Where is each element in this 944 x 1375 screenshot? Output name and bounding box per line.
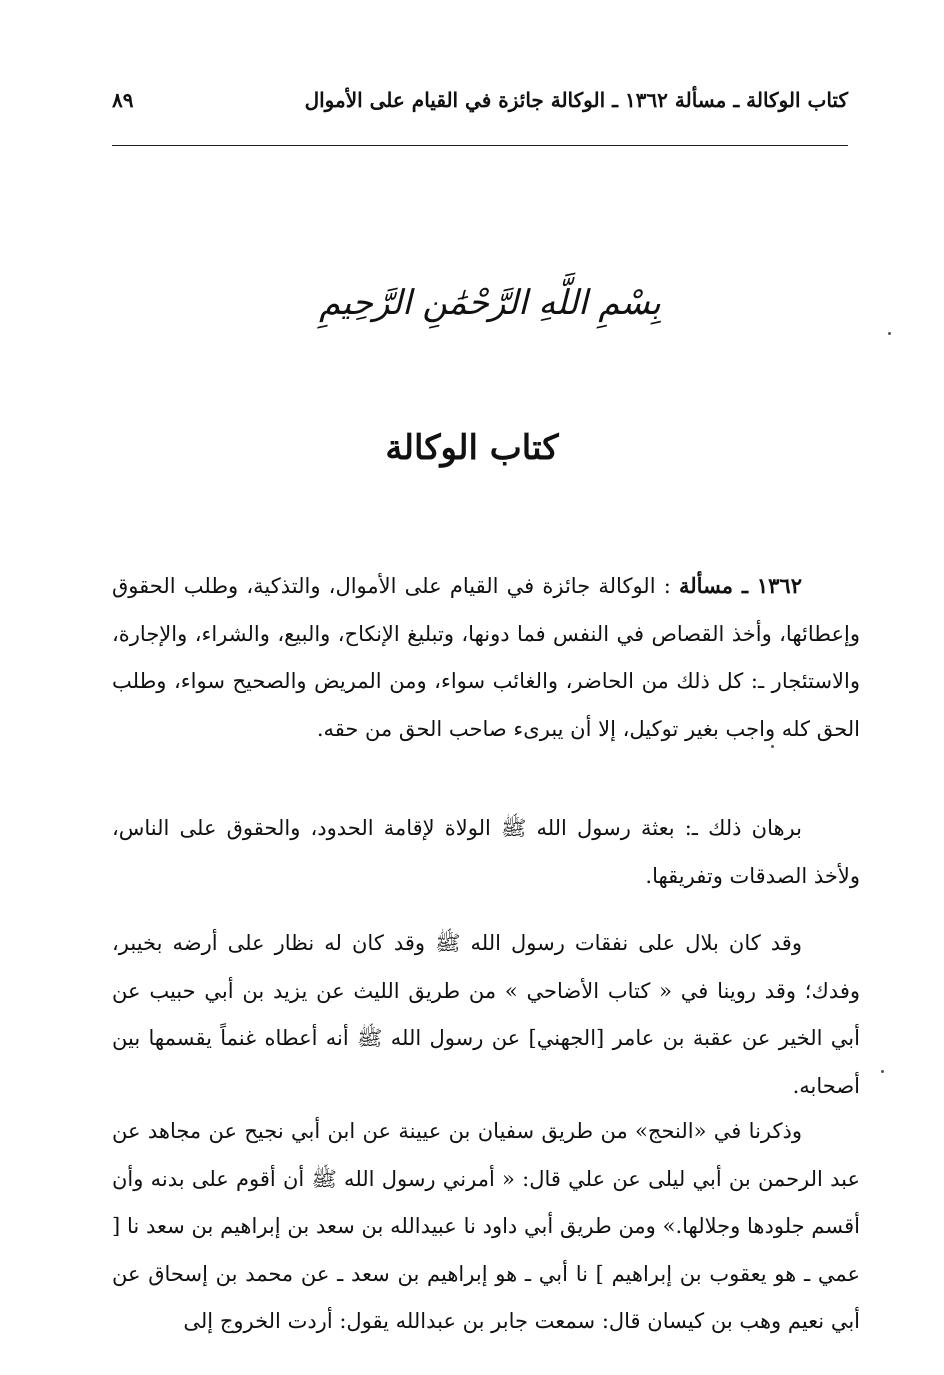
paragraph-hajj bbox=[112, 1108, 860, 1346]
chapter-title: كتاب الوكالة bbox=[385, 428, 559, 468]
running-head bbox=[112, 88, 848, 124]
paragraph-text: وقد كان بلال على نفقات رسول الله ﷺ وقد كان له نظار على أرضه بخيبر، وفدك؛ وقد روينا في « كتاب الأضاحي » من طريق الليث عن يزيد بن أبي حبيب عن أبي الخير عن عقبة بن عامر [الجهني] عن رسول الله ﷺ أنه أعطاه غنماً يقسمها بين أصحابه. bbox=[112, 931, 860, 1098]
paragraph-bilal bbox=[112, 920, 860, 1110]
paragraph-masala bbox=[112, 562, 860, 753]
basmala-calligraphy: بِسْمِ اللَّهِ الرَّحْمَٰنِ الرَّحِيمِ bbox=[319, 283, 661, 323]
running-title: كتاب الوكالة ـ مسألة ١٣٦٢ ـ الوكالة جائزة في القيام على الأموال bbox=[304, 88, 848, 112]
paragraph-text: برهان ذلك ـ: بعثة رسول الله ﷺ الولاة لإقامة الحدود، والحقوق على الناس، ولأخذ الصدقات وتفريقها. bbox=[112, 816, 860, 888]
paragraph-text: : الوكالة جائزة في القيام على الأموال، والتذكية، وطلب الحقوق وإعطائها، وأخذ القصاص في النفس فما دونها، وتبليغ الإنكاح، والبيع، والشراء، والإجارة، والاستئجار ـ: كل ذلك من الحاضر، والغائب سواء، ومن المريض والصحيح سواء، وطلب الحق كله واجب بغير توكيل، إلا أن يبرىء صاحب الحق من حقه. bbox=[112, 574, 860, 741]
scan-speck bbox=[888, 332, 891, 335]
paragraph-text: وذكرنا في «النحج» من طريق سفيان بن عيينة عن ابن أبي نجيح عن مجاهد عن عبد الرحمن بن أبي ليلى عن علي قال: « أمرني رسول الله ﷺ أن أقوم على بدنه وأن أقسم جلودها وجلالها.» ومن طريق أبي داود نا عبيدالله بن سعد بن إبراهيم بن سعد نا [ عمي ـ هو يعقوب بن إبراهيم ] نا أبي ـ هو إبراهيم بن سعد ـ عن محمد بن إسحاق عن أبي نعيم وهب بن كيسان قال: سمعت جابر بن عبدالله يقول: أردت الخروج إلى bbox=[112, 1119, 860, 1333]
masala-label: ١٣٦٢ ـ مسألة bbox=[679, 573, 802, 598]
header-divider bbox=[112, 145, 848, 146]
paragraph-proof bbox=[112, 805, 860, 900]
scan-speck bbox=[881, 1070, 884, 1073]
page-number: ٨٩ bbox=[112, 88, 134, 112]
scan-speck bbox=[771, 745, 774, 748]
